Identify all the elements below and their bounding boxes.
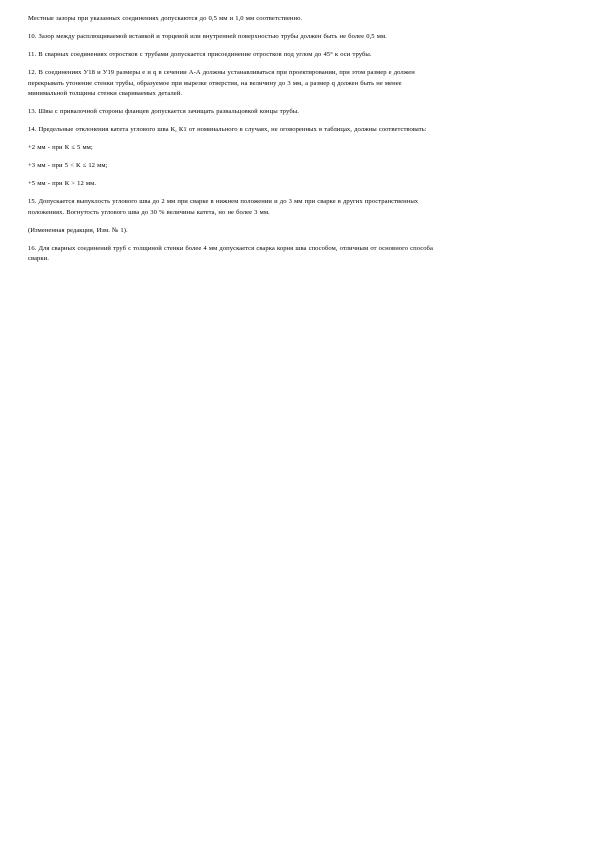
text-line: сварки. <box>28 255 49 262</box>
tolerance-item-large <box>28 179 568 190</box>
paragraph-15-convexity <box>28 197 568 218</box>
document-page <box>28 14 568 272</box>
text-line: (Измененная редакция, Изм. № 1). <box>28 226 128 234</box>
tolerance-item-small <box>28 143 568 154</box>
text-line: перекрывать утонение стенки трубы, образуемое при вырезке отверстия, на величину до 3 мм, а размер q должен быть не менее <box>28 79 402 87</box>
text-line: +5 мм - при К > 12 мм. <box>28 180 97 187</box>
text-line: 10. Зазор между расплющиваемой вставкой и торцевой или внутренней поверхностью трубы должен быть не более 0,5 мм. <box>28 33 387 40</box>
paragraph-11-branch-angle <box>28 50 568 61</box>
paragraph-16-root-weld <box>28 244 568 265</box>
tolerance-item-medium <box>28 161 568 172</box>
text-line: минимальной толщины стенки свариваемых деталей. <box>28 90 183 97</box>
text-line: 14. Предельные отклонения катета углового шва К, К1 от номинального в случаях, не оговоренных в таблицах, должны соответствовать: <box>28 126 427 133</box>
paragraph-local-gaps <box>28 14 568 25</box>
text-line: 12. В соединениях У18 и У19 размеры е и q в сечении А-А должны устанавливаться при проектировании, при этом размер е должен <box>28 69 415 76</box>
paragraph-10-insert-gap <box>28 32 568 43</box>
paragraph-12-joint-dimensions <box>28 68 568 100</box>
text-line: Местные зазоры при указанных соединениях допускаются до 0,5 мм и 1,0 мм соответственно. <box>28 15 303 22</box>
paragraph-13-flange-welds <box>28 107 568 118</box>
text-line: положениях. Вогнутость углового шва до 30 % величины катета, но не более 3 мм. <box>28 208 270 216</box>
text-line: 16. Для сварных соединений труб с толщиной стенки более 4 мм допускается сварка корня шва способом, отличным от основного способа <box>28 244 433 252</box>
revision-note <box>28 226 568 237</box>
text-line: +2 мм - при К ≤ 5 мм; <box>28 144 93 151</box>
paragraph-14-leg-tolerances <box>28 125 568 136</box>
text-line: 11. В сварных соединениях отростков с трубами допускается присоединение отростков под углом до 45° к оси трубы. <box>28 51 372 58</box>
text-line: +3 мм - при 5 < К ≤ 12 мм; <box>28 162 108 169</box>
text-line: 15. Допускается выпуклость углового шва до 2 мм при сварке в нижнем положении и до 3 мм при сварке в других пространственных <box>28 198 419 205</box>
text-line: 13. Швы с привалочной стороны фланцев допускается зачищать развальцовкой концы трубы. <box>28 108 299 115</box>
